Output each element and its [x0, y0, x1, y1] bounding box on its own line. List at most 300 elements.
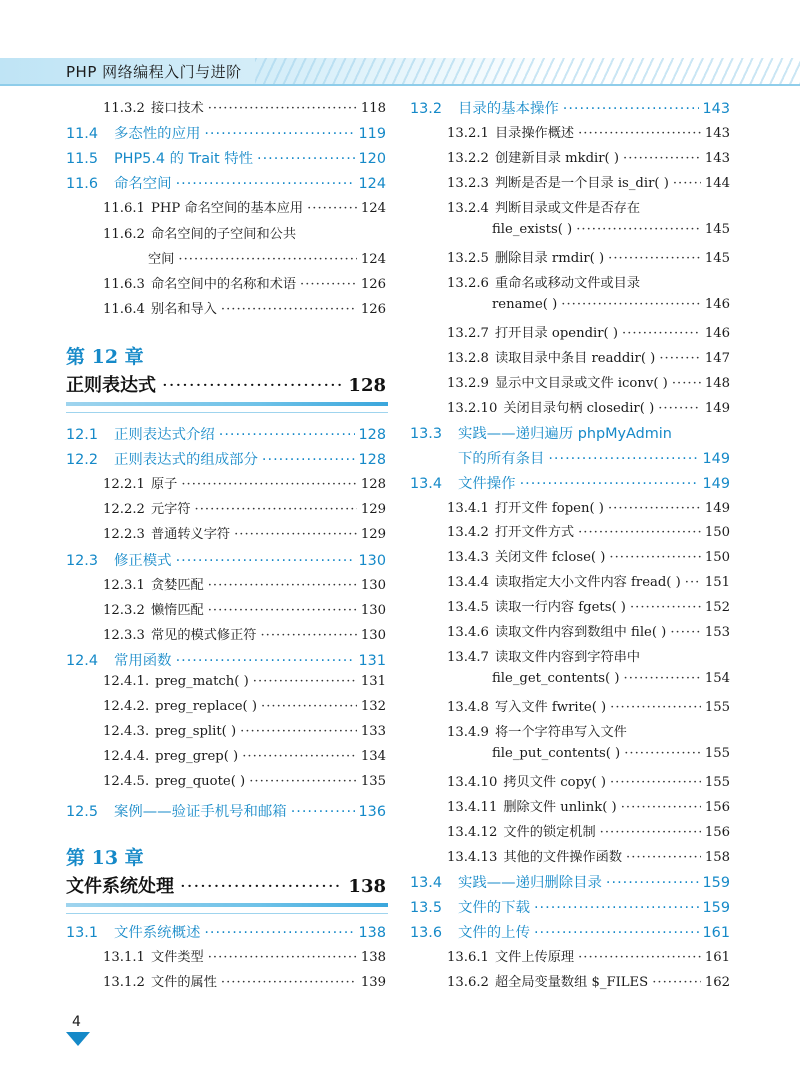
entry-number: 13.2.2 [447, 150, 489, 166]
entry-page: 130 [360, 577, 386, 593]
leader-dots [630, 600, 701, 615]
leader-dots [626, 850, 701, 865]
entry-title: 读取指定大小文件内容 fread( ) [494, 575, 681, 591]
entry-page: 133 [360, 724, 386, 740]
entry-title: 普通转义字符 [150, 527, 231, 543]
entry-number: 13.2.4 [447, 200, 489, 216]
entry-page: 155 [704, 700, 730, 716]
toc-subsection-entry[interactable] [66, 971, 386, 995]
entry-page: 156 [704, 825, 730, 841]
leader-dots [606, 875, 699, 891]
entry-number: 12.1 [66, 427, 99, 443]
toc-subsection-entry[interactable] [410, 122, 730, 146]
leader-dots [204, 126, 354, 142]
toc-subsection-entry[interactable] [410, 671, 730, 695]
entry-title: 接口技术 [150, 101, 204, 116]
entry-title: 常见的模式修正符 [150, 627, 257, 643]
toc-subsection-entry[interactable] [410, 696, 730, 720]
leader-dots [240, 724, 357, 739]
entry-title: 创建新目录 mkdir( ) [494, 150, 620, 166]
toc-subsection-entry[interactable] [66, 97, 386, 121]
entry-number: 13.6.1 [447, 949, 489, 965]
entry-page: 143 [702, 101, 730, 117]
entry-page: 149 [704, 400, 730, 416]
leader-dots [262, 452, 355, 468]
toc-subsection-entry[interactable] [410, 846, 730, 870]
entry-title: preg_match( ) [155, 674, 249, 689]
entry-page: 129 [360, 527, 386, 543]
entry-page: 147 [704, 350, 730, 366]
toc-section-entry[interactable] [66, 172, 386, 196]
leader-dots [208, 603, 357, 618]
entry-title: 判断是否是一个目录 is_dir( ) [494, 175, 669, 191]
entry-title: PHP 命名空间的基本应用 [150, 201, 304, 217]
toc-section-entry[interactable] [410, 472, 730, 496]
leader-dots [659, 351, 701, 366]
entry-number: 13.6 [410, 925, 443, 941]
chapter-12-title: 正则表达式 [66, 375, 156, 396]
entry-title: 元字符 [150, 502, 191, 518]
entry-title: 超全局变量数组 $_FILES [494, 974, 649, 990]
entry-title: 读取一行内容 fgets( ) [494, 600, 626, 616]
entry-page: 138 [360, 950, 386, 966]
entry-page: 149 [704, 500, 730, 516]
entry-title: 命名空间的子空间和公共 [150, 226, 297, 242]
entry-page: 148 [704, 375, 730, 391]
entry-title: 文件的下载 [458, 900, 530, 917]
entry-title: 文件类型 [150, 950, 204, 966]
leader-dots [563, 101, 699, 117]
entry-number: 13.1 [66, 925, 99, 941]
entry-page: 126 [360, 301, 386, 317]
entry-page: 118 [360, 101, 386, 116]
entry-title: rename( ) [492, 296, 558, 312]
leader-dots [578, 950, 701, 965]
entry-page: 155 [704, 746, 730, 762]
chapter-12-rule [66, 402, 388, 406]
toc-section-entry[interactable] [66, 423, 386, 447]
entry-number: 12.5 [66, 803, 99, 820]
toc-subsection-entry[interactable] [66, 774, 386, 798]
entry-number: 11.6.1 [103, 201, 145, 217]
leader-dots [176, 653, 355, 669]
toc-subsection-entry[interactable] [410, 821, 730, 845]
toc-subsection-entry[interactable] [66, 523, 386, 547]
entry-page: 154 [704, 671, 730, 687]
leader-dots [242, 749, 357, 764]
entry-title: 打开目录 opendir( ) [494, 325, 619, 341]
toc-subsection-entry[interactable] [66, 248, 386, 272]
entry-number: 13.4.6 [447, 625, 489, 641]
toc-subsection-entry[interactable] [66, 946, 386, 970]
entry-title: 删除目录 rmdir( ) [494, 250, 605, 266]
toc-subsection-entry[interactable] [66, 273, 386, 297]
entry-title: preg_split( ) [155, 724, 237, 740]
entry-page: 119 [358, 126, 386, 143]
entry-page: 145 [704, 250, 730, 266]
entry-number: 13.2 [410, 101, 443, 117]
entry-title: file_get_contents( ) [492, 671, 620, 687]
leader-dots [520, 476, 699, 492]
entry-title: 实践——递归删除目录 [458, 875, 602, 892]
leader-dots [623, 151, 701, 166]
entry-page: 131 [358, 652, 386, 669]
toc-section-entry[interactable] [410, 921, 730, 945]
entry-number: 13.4.4 [447, 575, 489, 591]
toc-subsection-entry[interactable] [66, 298, 386, 322]
entry-number: 13.4.1 [447, 500, 489, 516]
entry-title: 拷贝文件 copy( ) [503, 775, 606, 791]
entry-number: 11.6 [66, 176, 99, 193]
leader-dots [234, 527, 357, 542]
toc-subsection-entry[interactable] [410, 521, 730, 545]
entry-page: 159 [702, 900, 730, 917]
entry-title: 目录操作概述 [494, 125, 575, 141]
leader-dots [673, 176, 701, 191]
chapter-12-label: 第 12 章 [66, 346, 144, 368]
entry-number: 13.4 [410, 875, 443, 892]
entry-number: 13.4.11 [447, 800, 498, 816]
entry-page: 135 [360, 774, 386, 790]
entry-page: 130 [360, 627, 386, 643]
page-number-marker [66, 1032, 90, 1046]
entry-number: 12.4 [66, 652, 99, 669]
entry-title: 空间 [148, 251, 175, 267]
toc-subsection-entry[interactable] [410, 347, 730, 371]
entry-number: 13.4.8 [447, 700, 489, 716]
entry-title: 其他的文件操作函数 [503, 850, 623, 866]
entry-number: 13.2.6 [447, 275, 489, 291]
entry-title: 读取文件内容到数组中 file( ) [494, 625, 667, 641]
leader-dots [600, 825, 701, 840]
entry-number: 13.2.9 [447, 375, 489, 391]
entry-title: 实践——递归遍历 phpMyAdmin [458, 425, 672, 442]
leader-dots [260, 628, 356, 643]
entry-page: 145 [704, 221, 730, 237]
entry-page: 143 [704, 150, 730, 166]
entry-number: 13.4.3 [447, 550, 489, 566]
leader-dots [622, 326, 701, 341]
chapter-12-rule-thin [66, 412, 388, 413]
entry-title: PHP5.4 的 Trait 特性 [114, 151, 254, 168]
toc-subsection-entry[interactable] [66, 498, 386, 522]
entry-page: 161 [702, 925, 730, 941]
entry-number: 13.2.5 [447, 250, 489, 266]
leader-dots [658, 401, 701, 416]
toc-subsection-entry[interactable] [410, 946, 730, 970]
entry-title: preg_replace( ) [155, 699, 258, 715]
entry-title: 贪婪匹配 [150, 577, 204, 593]
entry-number: 13.2.1 [447, 125, 489, 141]
toc-section-entry[interactable] [66, 122, 386, 146]
entry-page: 161 [704, 949, 730, 965]
entry-number: 13.1.1 [103, 950, 145, 966]
entry-page: 124 [358, 176, 386, 193]
toc-section-entry[interactable] [66, 800, 386, 824]
toc-subsection-entry[interactable] [66, 699, 386, 723]
toc-subsection-entry[interactable] [66, 724, 386, 748]
leader-dots [548, 451, 698, 467]
entry-number: 13.4.10 [447, 775, 498, 791]
entry-title: 目录的基本操作 [458, 101, 559, 117]
toc-subsection-entry[interactable] [410, 546, 730, 570]
entry-number: 11.6.2 [103, 226, 145, 242]
toc-section-entry[interactable] [66, 448, 386, 472]
toc-subsection-entry[interactable] [410, 721, 730, 745]
entry-page: 150 [704, 525, 730, 541]
entry-title: 命名空间中的名称和术语 [150, 276, 297, 292]
chapter-13-label: 第 13 章 [66, 847, 144, 869]
leader-dots [176, 176, 355, 192]
toc-subsection-entry[interactable] [410, 621, 730, 645]
toc-subsection-entry[interactable] [410, 197, 730, 221]
leader-dots [608, 501, 701, 516]
toc-subsection-entry[interactable] [410, 971, 730, 995]
entry-title: 重命名或移动文件或目录 [494, 275, 641, 291]
leader-dots [610, 700, 701, 715]
entry-title: 懒惰匹配 [150, 602, 204, 618]
entry-number: 12.3 [66, 552, 99, 569]
entry-title: 打开文件 fopen( ) [494, 500, 604, 516]
toc-section-entry[interactable] [66, 921, 386, 945]
leader-dots [578, 126, 701, 141]
entry-page: 126 [360, 276, 386, 292]
entry-number: 11.6.4 [103, 301, 145, 317]
leader-dots [204, 925, 354, 941]
entry-number: 11.6.3 [103, 276, 145, 292]
toc-subsection-entry[interactable] [66, 674, 386, 698]
entry-title: 文件的锁定机制 [503, 825, 596, 841]
entry-number: 13.4.7 [447, 650, 489, 666]
leader-dots [561, 297, 701, 312]
toc-subsection-entry[interactable] [410, 372, 730, 396]
entry-page: 124 [360, 251, 386, 267]
leader-dots [670, 625, 701, 640]
leader-dots [208, 578, 357, 593]
toc-subsection-entry[interactable] [410, 596, 730, 620]
entry-page: 128 [358, 427, 386, 443]
chapter-13-rule [66, 903, 388, 907]
entry-title: 别名和导入 [150, 301, 217, 317]
entry-number: 13.4.5 [447, 600, 489, 616]
leader-dots [652, 975, 701, 990]
chapter-12-title-row[interactable] [66, 371, 386, 401]
entry-page: 136 [358, 803, 386, 820]
entry-title: 正则表达式的组成部分 [114, 452, 258, 469]
entry-page: 153 [704, 625, 730, 641]
entry-page: 130 [360, 602, 386, 618]
leader-dots [181, 477, 357, 492]
entry-title: 文件操作 [458, 475, 516, 492]
entry-number: 12.4.3. [103, 724, 150, 740]
entry-title: 删除文件 unlink( ) [503, 800, 617, 816]
leader-dots [610, 775, 701, 790]
toc-subsection-entry[interactable] [410, 222, 730, 246]
entry-number: 13.5 [410, 900, 443, 917]
toc-subsection-entry[interactable] [410, 397, 730, 421]
entry-title: 多态性的应用 [114, 126, 201, 143]
leader-dots [195, 502, 357, 517]
leader-dots [180, 876, 342, 897]
toc-subsection-entry[interactable] [66, 574, 386, 598]
entry-title: file_put_contents( ) [492, 746, 621, 762]
entry-number: 13.4.12 [447, 825, 498, 841]
entry-title: 文件系统概述 [114, 925, 201, 941]
entry-number: 13.2.8 [447, 350, 489, 366]
leader-dots [608, 251, 701, 266]
entry-number: 12.4.4. [103, 749, 150, 765]
chapter-13-page: 138 [348, 876, 386, 897]
toc-subsection-entry[interactable] [410, 796, 730, 820]
entry-number: 12.3.3 [103, 627, 145, 643]
entry-page: 149 [702, 475, 730, 492]
entry-number: 12.4.2. [103, 699, 150, 715]
leader-dots [176, 553, 355, 569]
entry-title: 关闭目录句柄 closedir( ) [503, 400, 655, 416]
toc-subsection-entry[interactable] [410, 497, 730, 521]
entry-number: 12.2.2 [103, 502, 145, 518]
entry-title: 读取目录中条目 readdir( ) [494, 350, 656, 366]
entry-page: 144 [704, 175, 730, 191]
toc-subsection-entry[interactable] [410, 147, 730, 171]
entry-page: 143 [704, 125, 730, 141]
entry-number: 13.6.2 [447, 974, 489, 990]
leader-dots [609, 550, 700, 565]
leader-dots [621, 800, 701, 815]
entry-title: 文件的上传 [458, 925, 530, 941]
entry-page: 155 [704, 775, 730, 791]
entry-number: 13.2.3 [447, 175, 489, 191]
toc-subsection-entry[interactable] [410, 571, 730, 595]
entry-title: file_exists( ) [492, 221, 573, 237]
toc-section-entry[interactable] [410, 422, 730, 446]
entry-title: 关闭文件 fclose( ) [494, 550, 606, 566]
toc-subsection-entry[interactable] [410, 646, 730, 670]
entry-number: 13.4 [410, 475, 443, 492]
entry-number: 12.2 [66, 452, 99, 469]
toc-section-entry[interactable] [66, 549, 386, 573]
leader-dots [257, 151, 355, 167]
entry-title: 正则表达式介绍 [114, 427, 215, 443]
toc-section-entry[interactable] [410, 871, 730, 895]
entry-number: 12.4.1. [103, 674, 150, 689]
entry-page: 138 [358, 925, 386, 941]
toc-subsection-entry[interactable] [410, 272, 730, 296]
entry-page: 151 [704, 575, 730, 591]
entry-page: 128 [360, 477, 386, 493]
entry-number: 13.4.13 [447, 850, 498, 866]
entry-number: 13.1.2 [103, 975, 145, 991]
entry-number: 11.5 [66, 151, 99, 168]
toc-subsection-entry[interactable] [66, 473, 386, 497]
leader-dots [685, 575, 701, 590]
entry-title: 文件的属性 [150, 975, 217, 991]
header-stripes [255, 58, 800, 84]
entry-title: 写入文件 fwrite( ) [494, 700, 607, 716]
leader-dots [534, 900, 699, 916]
toc-subsection-entry[interactable] [410, 247, 730, 271]
entry-page: 162 [704, 974, 730, 990]
toc-subsection-entry[interactable] [66, 223, 386, 247]
leader-dots [253, 674, 357, 689]
entry-title: 文件上传原理 [494, 949, 575, 965]
entry-number: 13.4.9 [447, 725, 489, 741]
entry-title: 打开文件方式 [494, 525, 575, 541]
leader-dots [249, 774, 357, 789]
header-line [0, 84, 800, 86]
leader-dots [291, 804, 355, 820]
entry-page: 159 [702, 875, 730, 892]
entry-number: 13.4.2 [447, 525, 489, 541]
entry-page: 134 [360, 749, 386, 765]
entry-page: 152 [704, 600, 730, 616]
entry-title: 案例——验证手机号和邮箱 [114, 803, 287, 820]
page-header [0, 0, 800, 92]
entry-page: 146 [704, 296, 730, 312]
toc-subsection-entry[interactable] [66, 197, 386, 221]
toc-subsection-entry[interactable] [410, 172, 730, 196]
entry-page: 124 [360, 201, 386, 217]
toc-section-entry[interactable] [410, 447, 730, 471]
leader-dots [534, 925, 699, 941]
entry-page: 128 [358, 452, 386, 469]
entry-page: 158 [704, 850, 730, 866]
entry-page: 150 [704, 550, 730, 566]
entry-number: 11.3.2 [103, 101, 145, 116]
chapter-13-rule-thin [66, 913, 388, 914]
entry-number: 13.3 [410, 425, 443, 442]
toc-section-entry[interactable] [410, 896, 730, 920]
entry-title: 将一个字符串写入文件 [494, 725, 627, 741]
leader-dots [672, 376, 701, 391]
toc-subsection-entry[interactable] [66, 749, 386, 773]
entry-page: 132 [360, 699, 386, 715]
entry-title: 下的所有条目 [458, 450, 545, 467]
leader-dots [162, 375, 342, 396]
toc-section-entry[interactable] [66, 147, 386, 171]
toc-subsection-entry[interactable] [410, 771, 730, 795]
toc-subsection-entry[interactable] [410, 322, 730, 346]
toc-subsection-entry[interactable] [410, 297, 730, 321]
entry-number: 11.4 [66, 126, 99, 143]
entry-page: 146 [704, 325, 730, 341]
entry-page: 120 [358, 151, 386, 168]
entry-title: 常用函数 [114, 652, 172, 669]
book-title: PHP 网络编程入门与进阶 [66, 63, 242, 81]
entry-page: 156 [704, 800, 730, 816]
leader-dots [221, 975, 357, 990]
toc-subsection-entry[interactable] [66, 624, 386, 648]
entry-title: 命名空间 [114, 176, 172, 193]
entry-page: 130 [358, 552, 386, 569]
page-number: 4 [72, 1014, 81, 1030]
leader-dots [219, 427, 355, 443]
leader-dots [208, 101, 357, 116]
toc-subsection-entry[interactable] [410, 746, 730, 770]
entry-number: 12.3.1 [103, 577, 145, 593]
chapter-12-page: 128 [348, 375, 386, 396]
entry-title: 原子 [150, 477, 178, 493]
entry-number: 12.4.5. [103, 774, 150, 790]
toc-section-entry[interactable] [66, 649, 386, 673]
toc-subsection-entry[interactable] [66, 599, 386, 623]
entry-title: 修正模式 [114, 552, 172, 569]
leader-dots [307, 201, 357, 216]
toc-section-entry[interactable] [410, 97, 730, 121]
chapter-13-title-row[interactable] [66, 872, 386, 902]
entry-title: preg_grep( ) [155, 749, 239, 765]
entry-number: 13.2.10 [447, 400, 498, 416]
